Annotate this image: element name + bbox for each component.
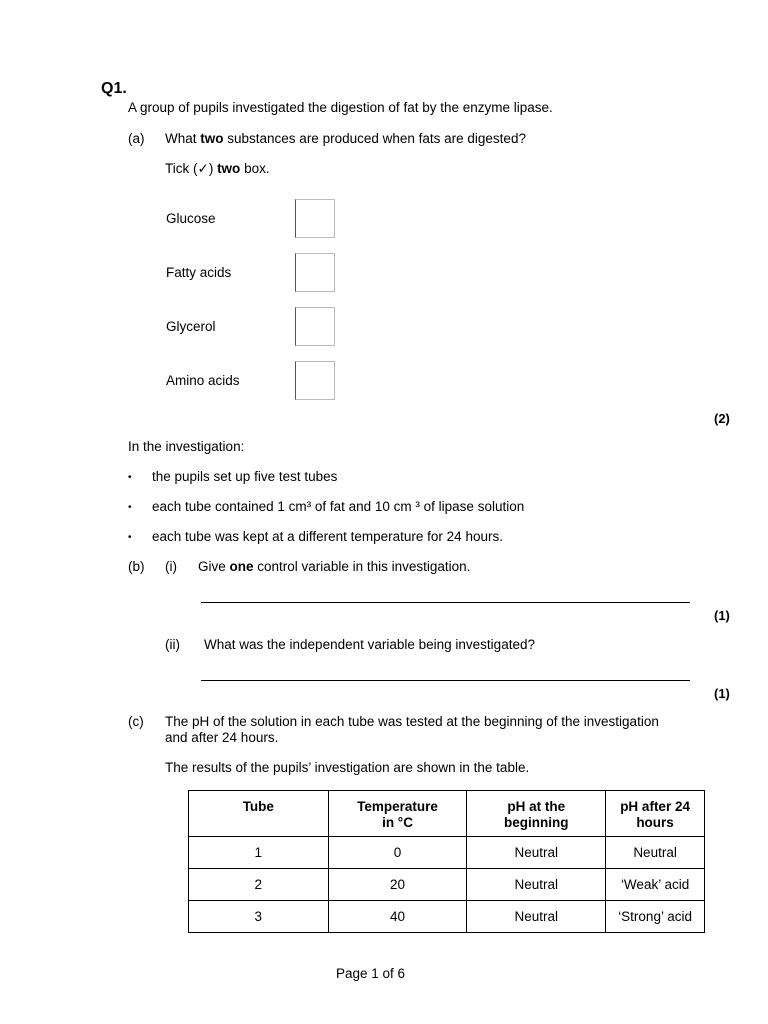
investigation-heading: In the investigation: — [128, 439, 245, 454]
investigation-bullet-2: each tube contained 1 cm³ of fat and 10 cm ³ of lipase solution — [152, 499, 525, 514]
table-header-row — [189, 791, 705, 837]
header-tube: Tube — [189, 791, 329, 837]
bullet-icon: • — [128, 502, 132, 513]
investigation-bullet-3: each tube was kept at a different temperature for 24 hours. — [152, 529, 503, 544]
header-ph-after: pH after 24 hours — [606, 791, 705, 837]
cell-ph-after: Neutral — [606, 837, 705, 869]
results-table — [188, 790, 705, 933]
table-row — [189, 869, 705, 901]
part-c-label: (c) — [128, 714, 144, 729]
header-temperature: Temperature in °C — [328, 791, 467, 837]
cell-temperature: 40 — [328, 901, 467, 933]
part-b-label: (b) — [128, 559, 145, 574]
cell-temperature: 20 — [328, 869, 467, 901]
question-number: Q1. — [101, 80, 127, 97]
part-b-ii-marks: (1) — [714, 686, 730, 701]
page-number: Page 1 of 6 — [336, 966, 406, 981]
option-label-glucose: Glucose — [166, 211, 216, 226]
cell-ph-after: ‘Weak’ acid — [606, 869, 705, 901]
table-row — [189, 901, 705, 933]
tick-icon: ✓ — [197, 161, 209, 177]
tick-box-glycerol[interactable] — [295, 307, 335, 346]
tick-box-fatty-acids[interactable] — [295, 253, 335, 292]
part-b-ii-question: What was the independent variable being investigated? — [204, 637, 535, 652]
investigation-bullet-1: the pupils set up five test tubes — [152, 469, 338, 484]
cell-tube: 2 — [189, 869, 329, 901]
part-b-i-label: (i) — [165, 559, 177, 574]
part-b-ii-label: (ii) — [165, 637, 180, 652]
cell-temperature: 0 — [328, 837, 467, 869]
option-label-amino-acids: Amino acids — [166, 373, 240, 388]
bullet-icon: • — [128, 472, 132, 483]
cell-tube: 1 — [189, 837, 329, 869]
option-label-fatty-acids: Fatty acids — [166, 265, 232, 280]
question-intro: A group of pupils investigated the digestion of fat by the enzyme lipase. — [128, 100, 553, 115]
header-ph-beginning: pH at the beginning — [467, 791, 606, 837]
tick-box-amino-acids[interactable] — [295, 361, 335, 400]
table-intro: The results of the pupils’ investigation are shown in the table. — [165, 760, 530, 775]
part-c-text-line-2: and after 24 hours. — [165, 730, 279, 745]
tick-instruction: Tick (✓) two box. — [165, 161, 270, 177]
option-label-glycerol: Glycerol — [166, 319, 216, 334]
part-a-label: (a) — [128, 131, 145, 146]
tick-box-glucose[interactable] — [295, 199, 335, 238]
cell-ph-beginning: Neutral — [467, 869, 606, 901]
part-a-question: What two substances are produced when fats are digested? — [165, 131, 526, 146]
cell-ph-after: ‘Strong’ acid — [606, 901, 705, 933]
answer-line-b-i[interactable] — [201, 602, 690, 603]
part-a-marks: (2) — [714, 411, 730, 426]
cell-ph-beginning: Neutral — [467, 901, 606, 933]
cell-ph-beginning: Neutral — [467, 837, 606, 869]
part-b-i-marks: (1) — [714, 608, 730, 623]
answer-line-b-ii[interactable] — [201, 680, 690, 681]
table-row — [189, 837, 705, 869]
part-c-text-line-1: The pH of the solution in each tube was tested at the beginning of the investigation — [165, 714, 659, 729]
cell-tube: 3 — [189, 901, 329, 933]
part-b-i-question: Give one control variable in this investigation. — [198, 559, 471, 574]
bullet-icon: • — [128, 532, 132, 543]
